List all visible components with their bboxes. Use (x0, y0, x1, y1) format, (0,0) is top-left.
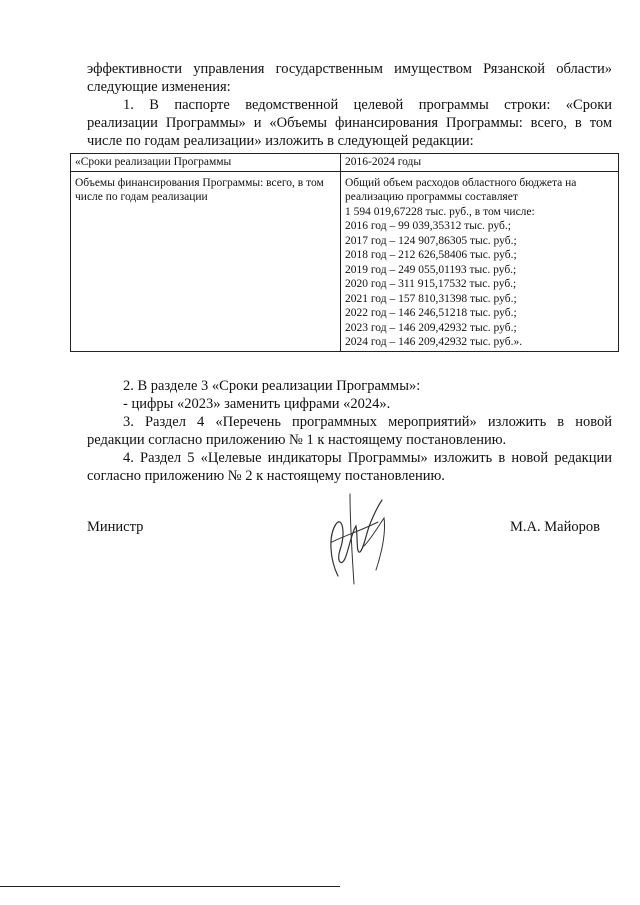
item4-line-2: согласно приложению № 2 к настоящему постановлению. (87, 468, 445, 484)
funding-label-cell (71, 171, 341, 351)
passport-amendment-table (70, 153, 619, 352)
funding-year-2018: 2018 год – 212 626,58406 тыс. руб.; (345, 249, 517, 261)
intro-line-1: эффективности управления государственным имуществом Рязанской области» (87, 61, 612, 77)
funding-total-amount: 1 594 019,67228 тыс. руб., в том числе: (345, 205, 535, 218)
funding-year-2021: 2021 год – 157 810,31398 тыс. руб.; (345, 292, 517, 305)
signatory-name: М.А. Майоров (510, 519, 600, 535)
funding-year-2024: 2024 год – 146 209,42932 тыс. руб.». (345, 336, 523, 348)
funding-year-2020: 2020 год – 311 915,17532 тыс. руб.; (345, 278, 517, 290)
funding-year-2023: 2023 год – 146 209,42932 тыс. руб.; (345, 321, 517, 334)
item3-line-1: 3. Раздел 4 «Перечень программных мероприятий» изложить в новой (123, 414, 612, 430)
funding-year-2016: 2016 год – 99 039,35312 тыс. руб.; (345, 220, 511, 232)
intro-line-2: следующие изменения: (87, 79, 231, 95)
funding-year-2019: 2019 год – 249 055,01193 тыс. руб.; (345, 263, 517, 276)
funding-total-text: Общий объем расходов областного бюджета на реализацию программы составляет (345, 176, 577, 203)
terms-value-cell (341, 154, 619, 172)
funding-label: Объемы финансирования Программы: всего, в том числе по годам реализации (75, 176, 324, 203)
item2-line-2: - цифры «2023» заменить цифрами «2024». (123, 396, 391, 412)
terms-value: 2016-2024 годы (345, 156, 422, 168)
funding-value-cell (341, 171, 619, 351)
table-row-terms (71, 154, 619, 172)
item1-line-2: реализации Программы» и «Объемы финансирования Программы: всего, в том (87, 115, 612, 131)
item1-line-3: числе по годам реализации» изложить в следующей редакции: (87, 133, 474, 149)
signatory-position: Министр (87, 519, 144, 535)
item3-line-2: редакции согласно приложению № 1 к настоящему постановлению. (87, 432, 507, 448)
item2-line-1: 2. В разделе 3 «Сроки реализации Программы»: (123, 378, 421, 394)
funding-year-2022: 2022 год – 146 246,51218 тыс. руб.; (345, 307, 517, 319)
table-row-funding (71, 171, 619, 351)
footer-rule (0, 886, 340, 887)
item4-line-1: 4. Раздел 5 «Целевые индикаторы Программы» изложить в новой редакции (123, 450, 612, 466)
item1-line-1: 1. В паспорте ведомственной целевой программы строки: «Сроки (123, 97, 612, 113)
terms-label-cell (71, 154, 341, 172)
terms-label: «Сроки реализации Программы (75, 156, 232, 168)
handwritten-signature (316, 492, 398, 588)
funding-year-2017: 2017 год – 124 907,86305 тыс. руб.; (345, 234, 517, 247)
